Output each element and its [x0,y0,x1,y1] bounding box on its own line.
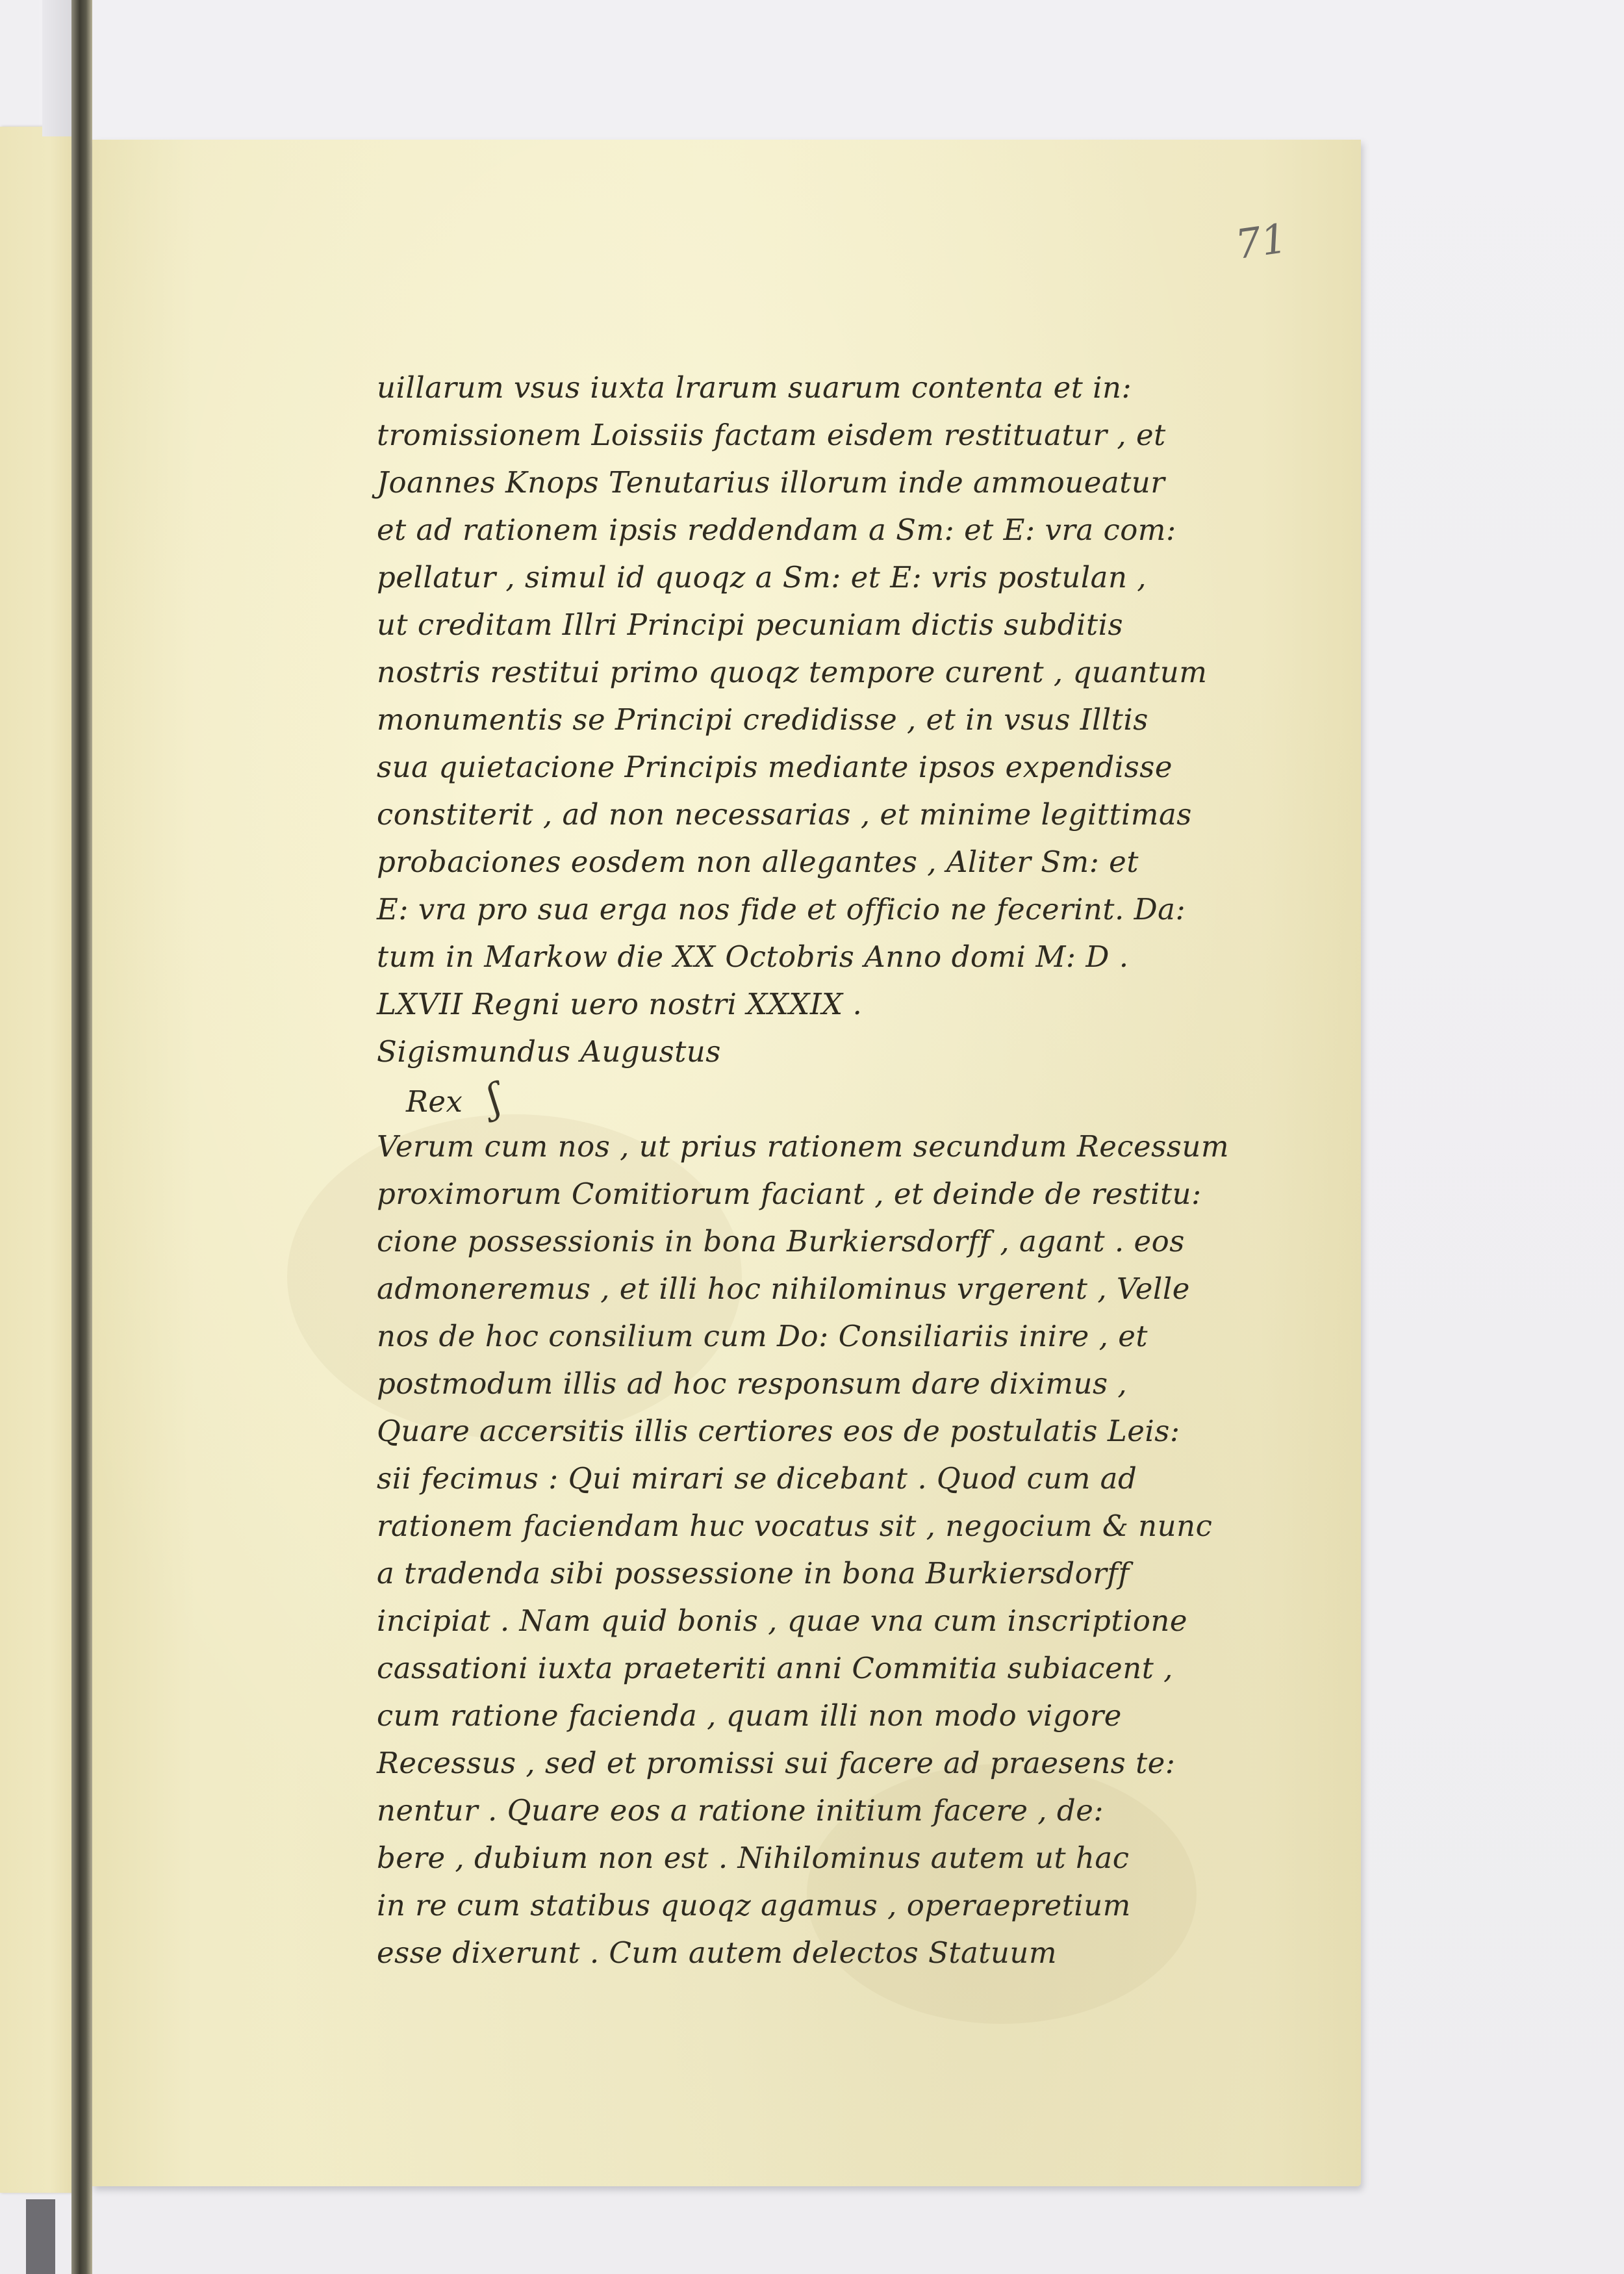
text-line: monumentis se Principi credidisse , et in vsus Illtis [377,702,1148,737]
text-line: sii fecimus : Qui mirari se dicebant . Quod cum ad [377,1461,1137,1496]
manuscript-text [377,364,1229,1976]
text-line: E: vra pro sua erga nos fide et officio ne fecerint. Da: [377,892,1186,926]
text-line: cum ratione facienda , quam illi non modo vigore [377,1698,1122,1733]
text-line: incipiat . Nam quid bonis , quae vna cum inscriptione [377,1603,1188,1638]
previous-page-edge [0,127,71,2193]
text-line: probaciones eosdem non allegantes , Aliter Sm: et [377,845,1139,879]
text-line: Joannes Knops Tenutarius illorum inde ammoueatur [377,465,1165,500]
signature-title-line [377,1075,1221,1123]
text-line: pellatur , simul id quoqz a Sm: et E: vris postulan , [377,560,1147,594]
signature-name: Sigismundus Augustus [377,1034,721,1069]
text-line: ut creditam Illri Principi pecuniam dictis subditis [377,607,1124,642]
text-line: a tradenda sibi possessione in bona Burkiersdorff [377,1556,1130,1591]
signature-flourish-icon: ʃ [481,1075,507,1122]
text-line: tum in Markow die XX Octobris Anno domi M: D . [377,939,1129,974]
text-line: proximorum Comitiorum faciant , et deinde de restitu: [377,1177,1202,1211]
text-line: rationem faciendam huc vocatus sit , negocium & nunc [377,1509,1213,1543]
signature-title: Rex [406,1084,463,1119]
text-line: admoneremus , et illi hoc nihilominus vrgerent , Velle [377,1271,1190,1306]
text-line: sua quietacione Principis mediante ipsos expendisse [377,750,1173,784]
text-line: Verum cum nos , ut prius rationem secundum Recessum [377,1129,1229,1164]
text-line: nos de hoc consilium cum Do: Consiliariis inire , et [377,1319,1148,1353]
text-line: et ad rationem ipsis reddendam a Sm: et E: vra com: [377,513,1176,547]
gutter-top [42,0,73,136]
text-line: in re cum statibus quoqz agamus , operaepretium [377,1888,1131,1923]
manuscript-page [92,140,1361,2186]
text-line: nostris restitui primo quoqz tempore curent , quantum [377,655,1208,689]
spine-shadow [26,2199,55,2274]
folio-number: 71 [1232,214,1290,269]
text-line: cassationi iuxta praeteriti anni Commitia subiacent , [377,1651,1173,1685]
text-line: LXVII Regni uero nostri XXXIX . [377,987,863,1021]
text-line: constiterit , ad non necessarias , et minime legittimas [377,797,1192,832]
text-line: bere , dubium non est . Nihilominus autem ut hac [377,1841,1130,1875]
text-line: nentur . Quare eos a ratione initium facere , de: [377,1793,1104,1828]
text-line: tromissionem Loissiis factam eisdem restituatur , et [377,418,1166,452]
text-line: Quare accersitis illis certiores eos de postulatis Leis: [377,1414,1180,1448]
background-top-left [0,0,39,127]
text-line: uillarum vsus iuxta lrarum suarum contenta et in: [377,370,1132,405]
text-line: Recessus , sed et promissi sui facere ad praesens te: [377,1746,1176,1780]
text-line: esse dixerunt . Cum autem delectos Statuum [377,1935,1058,1970]
text-line: postmodum illis ad hoc responsum dare diximus , [377,1366,1128,1401]
text-line: cione possessionis in bona Burkiersdorff , agant . eos [377,1224,1185,1258]
book-gutter [71,0,92,2274]
